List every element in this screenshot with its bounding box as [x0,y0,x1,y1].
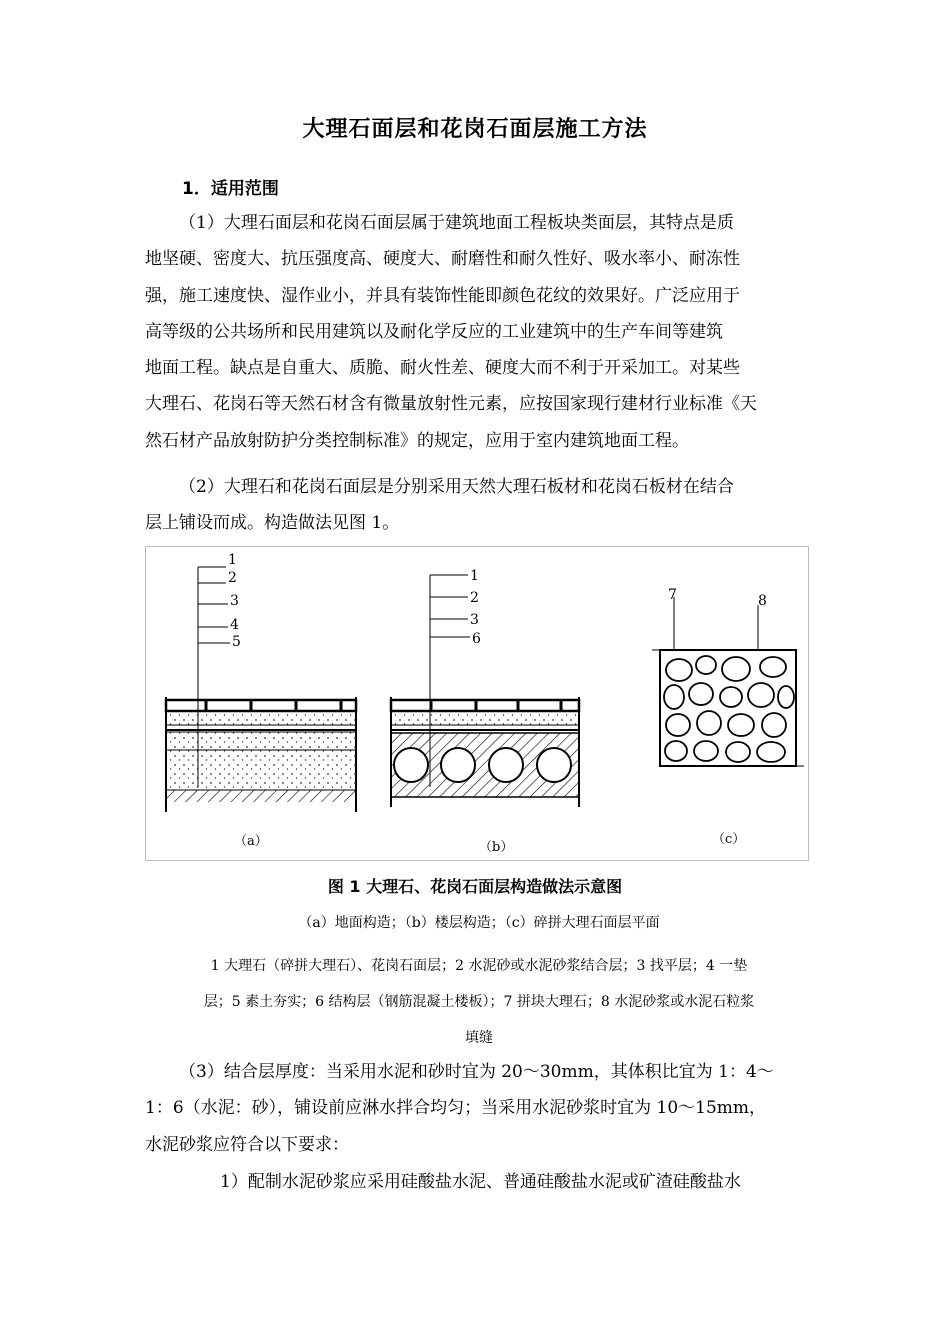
sub-item-1: 1）配制水泥砂浆应采用硅酸盐水泥、普通硅酸盐水泥或矿渣硅酸盐水 [220,1172,741,1192]
paragraph-line: 然石材产品放射防护分类控制标准》的规定，应用于室内建筑地面工程。 [145,430,689,451]
figure-caption: 图 1 大理石、花岗石面层构造做法示意图 [327,877,623,896]
label-a-2: 2 [228,570,237,586]
paragraph-line: 强，施工速度快、湿作业小，并具有装饰性能即颜色花纹的效果好。广泛应用于 [145,285,740,306]
paragraph-line: （1）大理石面层和花岗石面层属于建筑地面工程板块类面层，其特点是质 [179,213,734,233]
legend-line: 层；5 素土夯实；6 结构层（钢筋混凝土楼板）；7 拼块大理石；8 水泥砂浆或水泥石粒浆 [203,994,755,1010]
figure-1 [145,546,809,861]
paragraph-line: 高等级的公共场所和民用建筑以及耐化学反应的工业建筑中的生产车间等建筑 [145,321,723,342]
label-b-1: 1 [470,568,479,584]
paragraph-line: 1：6（水泥：砂），铺设前应淋水拌合均匀；当采用水泥砂浆时宜为 10～15mm， [145,1098,767,1119]
subfigure-b-label: （b） [479,840,514,855]
label-b-2: 2 [470,590,479,606]
label-b-3: 3 [470,612,479,628]
paragraph-line: 水泥砂浆应符合以下要求： [145,1134,349,1155]
diagram-a [166,567,356,812]
diagram-c [652,597,804,766]
paragraph-3 [145,1054,813,1163]
paragraph-2 [145,469,813,542]
legend-line: 填缝 [465,1030,493,1046]
label-b-6: 6 [472,631,481,647]
paragraph-1 [145,205,813,459]
diagram-b [391,575,579,807]
paragraph-line: 层上铺设而成。构造做法见图 1。 [145,513,400,534]
paragraph-line: （3）结合层厚度：当采用水泥和砂时宜为 20～30mm，其体积比宜为 1：4～ [179,1062,774,1082]
label-a-1: 1 [228,552,237,568]
paragraph-line: 大理石、花岗石等天然石材含有微量放射性元素，应按国家现行建材行业标准《天 [145,394,757,415]
construction-diagram [146,547,808,860]
label-c-8: 8 [758,593,767,609]
legend-line: 1 大理石（碎拼大理石）、花岗石面层；2 水泥砂或水泥砂浆结合层；3 找平层；4 一垫 [210,958,748,974]
paragraph-line: 地面工程。缺点是自重大、质脆、耐火性差、硬度大而不利于开采加工。对某些 [145,358,740,379]
label-a-3: 3 [230,593,239,609]
section-heading: 1．适用范围 [182,179,279,199]
subfigure-a-label: （a） [234,834,268,849]
page-title: 大理石面层和花岗石面层施工方法 [302,117,648,142]
paragraph-line: 地坚硬、密度大、抗压强度高、硬度大、耐磨性和耐久性好、吸水率小、耐冻性 [145,249,740,270]
label-c-7: 7 [668,587,677,603]
figure-legend [145,948,813,1056]
subfigure-c-label: （c） [712,832,746,847]
label-a-4: 4 [230,617,239,633]
label-a-5: 5 [232,634,241,650]
figure-note: （a）地面构造；（b）楼层构造；（c）碎拼大理石面层平面 [298,915,660,931]
paragraph-line: （2）大理石和花岗石面层是分别采用天然大理石板材和花岗石板材在结合 [179,477,734,497]
